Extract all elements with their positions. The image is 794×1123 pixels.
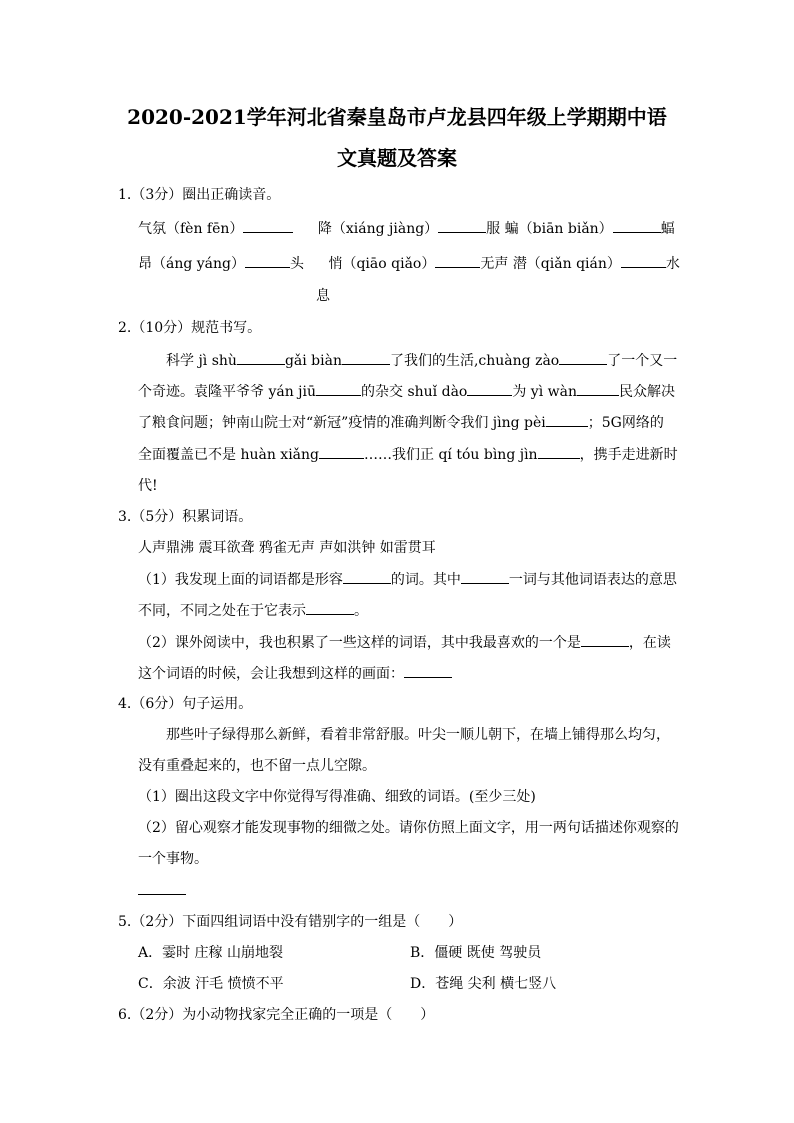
q1-text: 水 <box>665 256 680 272</box>
q1-text: 蝠 <box>660 221 675 237</box>
answer-blank[interactable] <box>435 253 480 268</box>
q3-text: ，在读 <box>628 635 671 651</box>
q4-stem: 4.（6分）句子运用。 <box>118 696 253 712</box>
q1-item-ang: 昂（áng yáng） <box>138 256 246 272</box>
q2-text: 科学 jì shù <box>166 353 237 369</box>
q1-stem: 1.（3分）圈出正确读音。 <box>118 187 281 203</box>
q2-text: ；5G网络的 <box>587 415 664 431</box>
answer-blank[interactable] <box>546 412 588 427</box>
q3-text: （1）我发现上面的词语都是形容 <box>138 572 343 588</box>
q5-option-b[interactable]: B．僵硬 既使 驾驶员 <box>410 945 542 961</box>
answer-blank[interactable] <box>342 350 390 365</box>
q4-sub1: （1）圈出这段文字中你觉得写得准确、细致的词语。(至少三处) <box>138 789 536 805</box>
q2-text: 了粮食问题；钟南山院士对“新冠”疫情的准确判断令我们 jìng pèi <box>138 415 546 431</box>
q3-word-list: 人声鼎沸 震耳欲聋 鸦雀无声 声如洪钟 如雷贯耳 <box>138 540 436 556</box>
q3-stem: 3.（5分）积累词语。 <box>118 509 253 525</box>
answer-blank[interactable] <box>467 381 512 396</box>
q3-text: 不同，不同之处在于它表示 <box>138 603 306 619</box>
answer-blank[interactable] <box>306 600 354 615</box>
q5-stem: 5.（2分）下面四组词语中没有错别字的一组是（ ） <box>118 914 463 930</box>
q5-option-c[interactable]: C．余波 汗毛 愤愤不平 <box>138 976 284 992</box>
answer-blank[interactable] <box>559 350 607 365</box>
q1-row3: 息 <box>316 288 330 304</box>
q2-line3 <box>138 412 664 433</box>
q1-text: 头 <box>290 256 305 272</box>
q5-option-d[interactable]: D．苍绳 尖利 横七竖八 <box>410 976 557 992</box>
q2-text: 的杂交 shuǐ dào <box>361 384 468 400</box>
q4-passage-line2: 没有重叠起来的，也不留一点儿空隙。 <box>138 758 376 774</box>
answer-blank[interactable] <box>581 632 629 647</box>
q4-sub2-line2: 一个事物。 <box>138 851 208 867</box>
answer-blank[interactable] <box>461 569 509 584</box>
q2-text: 为 yì wàn <box>512 384 577 400</box>
q2-text: gǎi biàn <box>284 353 342 369</box>
q1-item-qian: 潜（qiǎn qián） <box>512 256 621 272</box>
q2-text: 全面覆盖已不是 huàn xiǎng <box>138 447 319 463</box>
q2-text: 个奇迹。袁隆平爷爷 yán jiū <box>138 384 317 400</box>
q2-line1 <box>166 350 677 371</box>
q1-item-jiang: 降（xiáng jiàng） <box>317 221 439 237</box>
q3-text: 。 <box>354 603 368 619</box>
q1-text: 服 <box>486 221 501 237</box>
q2-line5: 代! <box>138 478 158 494</box>
q2-text: 民众解决 <box>619 384 675 400</box>
q3-part2-line2 <box>138 663 452 684</box>
q2-text: ，携手走进新时 <box>579 447 678 463</box>
q2-text: ……我们正 qí tóu bìng jìn <box>364 447 538 463</box>
q1-row2 <box>138 253 680 274</box>
answer-blank[interactable] <box>316 381 361 396</box>
q1-item-qiao: 悄（qiāo qiǎo） <box>328 256 436 272</box>
q1-text: 无声 <box>480 256 509 272</box>
q3-text: 这个词语的时候，会让我想到这样的画面： <box>138 666 404 682</box>
answer-blank[interactable] <box>319 444 364 459</box>
answer-blank[interactable] <box>404 663 452 678</box>
q1-item-bian: 蝙（biān biǎn） <box>504 221 613 237</box>
doc-title-line1: 2020-2021学年河北省秦皇岛市卢龙县四年级上学期期中语 <box>127 105 667 129</box>
answer-blank[interactable] <box>438 218 486 233</box>
answer-blank[interactable] <box>621 253 666 268</box>
q3-part1-line1 <box>138 569 677 590</box>
q2-stem: 2.（10分）规范书写。 <box>118 320 262 336</box>
answer-blank[interactable] <box>243 218 293 233</box>
q3-part2-line1 <box>138 632 671 653</box>
q2-line2 <box>138 381 675 402</box>
q2-line4 <box>138 444 678 465</box>
q2-text: 了我们的生活,chuàng zào <box>389 353 560 369</box>
q3-part1-line2 <box>138 600 368 621</box>
q1-row1 <box>138 218 675 239</box>
answer-blank[interactable] <box>613 218 661 233</box>
answer-blank[interactable] <box>237 350 285 365</box>
answer-blank[interactable] <box>138 880 186 895</box>
doc-title-line2: 文真题及答案 <box>337 146 457 170</box>
q4-answer-line <box>138 880 186 901</box>
q2-text: 了一个又一 <box>607 353 678 369</box>
q5-option-a[interactable]: A．霎时 庄稼 山崩地裂 <box>138 945 284 961</box>
answer-blank[interactable] <box>538 444 580 459</box>
q3-text: 的词。其中 <box>390 572 461 588</box>
answer-blank[interactable] <box>343 569 391 584</box>
q3-text: 一词与其他词语表达的意思 <box>508 572 677 588</box>
answer-blank[interactable] <box>577 381 619 396</box>
q4-passage-line1: 那些叶子绿得那么新鲜，看着非常舒服。叶尖一顺儿朝下，在墙上铺得那么均匀， <box>166 727 670 743</box>
answer-blank[interactable] <box>245 253 290 268</box>
q1-item-qifen: 气氛（fèn fēn） <box>138 221 244 237</box>
q3-text: （2）课外阅读中，我也积累了一些这样的词语，其中我最喜欢的一个是 <box>138 635 581 651</box>
q6-stem: 6.（2分）为小动物找家完全正确的一项是（ ） <box>118 1007 435 1023</box>
q4-sub2-line1: （2）留心观察才能发现事物的细微之处。请你仿照上面文字，用一两句话描述你观察的 <box>138 820 679 836</box>
